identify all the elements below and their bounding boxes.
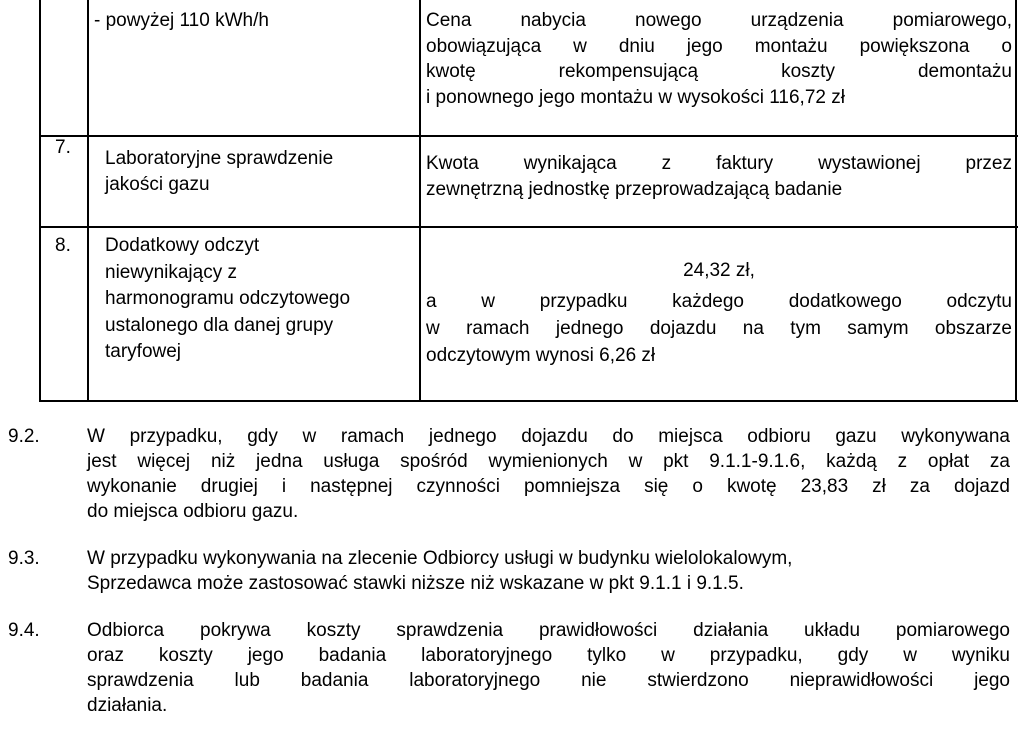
table-border-left [39,0,41,402]
price-amount: 24,32 zł, [683,260,755,281]
table-column-divider-2 [419,0,421,402]
paragraph-text [87,424,1010,524]
paragraph-line: wykonanie drugiej i następnej czynności pomniejsza się o kwotę 23,83 zł za dojazd [87,476,1010,497]
paragraph-line: oraz koszty jego badania laboratoryjnego tylko w przypadku, gdy w wyniku [87,645,1010,666]
table-cell-service [94,8,414,34]
price-line: Cena nabycia nowego urządzenia pomiarowego, [426,10,1012,31]
paragraph-line: sprawdzenia lub badania laboratoryjnego nie stwierdzono nieprawidłowości jego [87,670,1010,691]
service-line: harmonogramu odczytowego [105,288,351,309]
service-line: taryfowej [105,341,182,362]
price-line: i ponownego jego montażu w wysokości 116,72 zł [426,86,845,108]
paragraph-line: W przypadku, gdy w ramach jednego dojazdu do miejsca odbioru gazu wykonywana [87,426,1010,447]
row-number: 8. [55,235,71,256]
paragraph-line: Sprzedawca może zastosować stawki niższe niż wskazane w pkt 9.1.1 i 9.1.5. [87,573,744,594]
price-line: kwotę rekompensującą koszty demontażu [426,61,1012,82]
service-label: - powyżej 110 kWh/h [94,10,269,31]
service-fee-table [39,0,1018,402]
table-border-right [1015,0,1017,402]
paragraph-text [87,618,1010,718]
paragraph-line: Odbiorca pokrywa koszty sprawdzenia prawidłowości działania układu pomiarowego [87,620,1010,641]
row-number: 7. [55,137,71,158]
table-cell-service [105,233,417,366]
paragraph-number: 9.3. [8,548,40,569]
paragraph-line: do miejsca odbioru gazu. [87,501,299,522]
table-cell-price [426,8,1012,110]
paragraph-line: działania. [87,695,168,716]
price-line: obowiązująca w dniu jego montażu powiększona o [426,35,1012,57]
service-line: Dodatkowy odczyt [105,235,260,256]
table-row-divider-1 [39,135,1018,137]
table-cell-price [426,151,1012,202]
service-line: ustalonego dla danej grupy [105,314,334,336]
price-line: a w przypadku każdego dodatkowego odczytu [426,291,1012,312]
paragraph-text [87,546,1010,596]
table-border-bottom [39,400,1018,402]
paragraph-line: W przypadku wykonywania na zlecenie Odbiorcy usługi w budynku wielolokalowym, [87,548,793,569]
service-line: Laboratoryjne sprawdzenie [105,148,334,169]
service-line: jakości gazu [105,173,210,195]
price-line: w ramach jednego dojazdu na tym samym obszarze [426,318,1012,339]
price-line: zewnętrzną jednostkę przeprowadzającą badanie [426,178,843,200]
table-row-divider-2 [39,226,1018,228]
paragraph-number: 9.2. [8,426,40,447]
service-line: niewynikający z [105,261,237,283]
table-cell-price [426,288,1012,369]
paragraph-number: 9.4. [8,620,40,641]
price-line: odczytowym wynosi 6,26 zł [426,345,656,366]
price-line: Kwota wynikająca z faktury wystawionej przez [426,153,1012,174]
table-cell-service [105,146,415,197]
paragraph-line: jest więcej niż jedna usługa spośród wymienionych w pkt 9.1.1-9.1.6, każdą z opłat za [87,451,1010,472]
table-column-divider-1 [87,0,89,402]
